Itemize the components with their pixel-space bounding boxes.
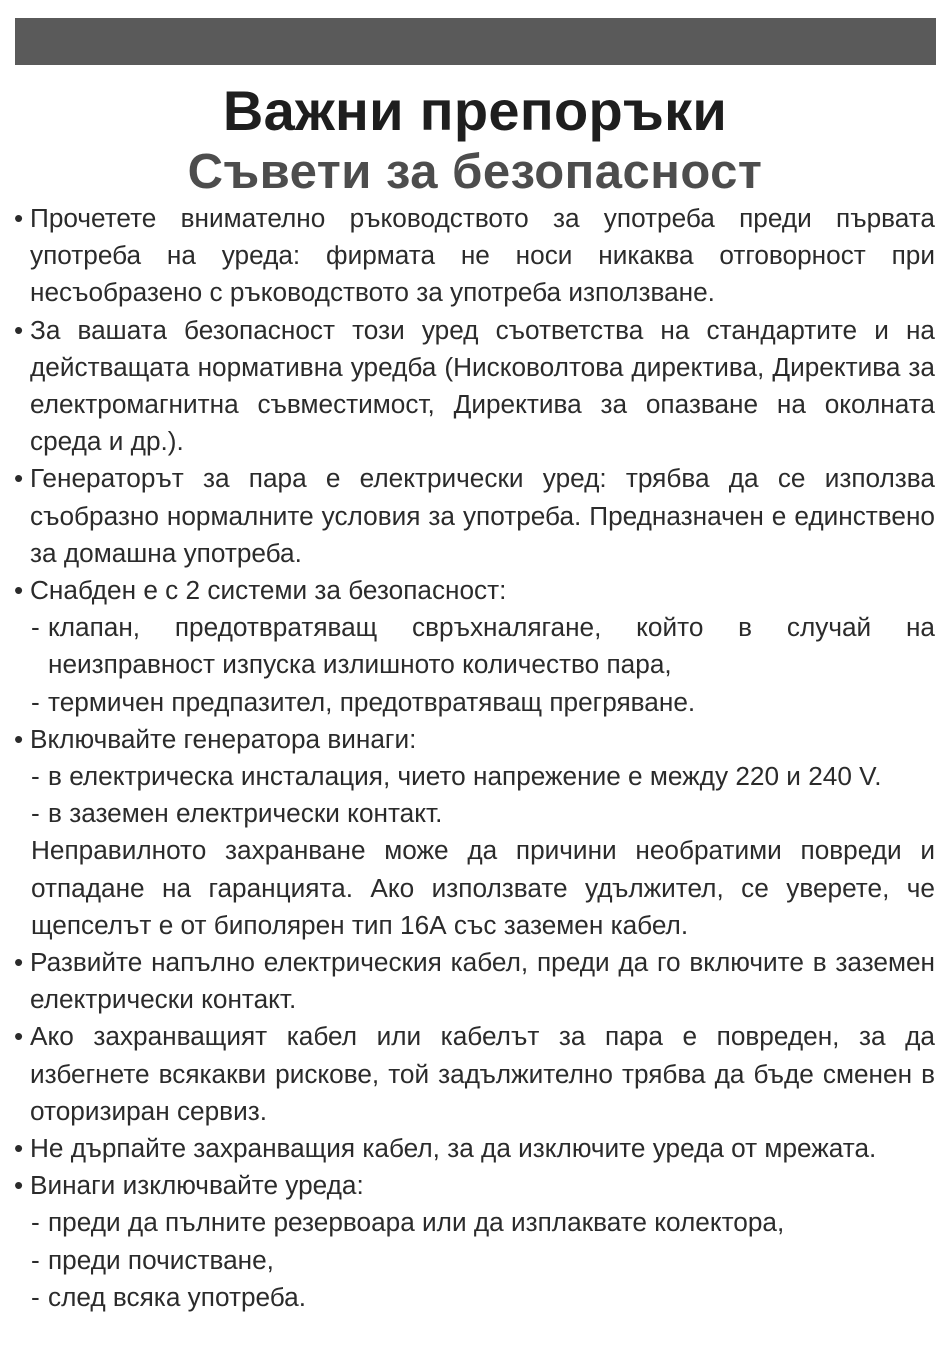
list-item — [14, 1018, 935, 1130]
page-subtitle: Съвети за безопасност — [187, 145, 763, 199]
item-text: Генераторът за пара е електрически уред: трябва да се използва съобразно нормалните условия за употреба. Предназначен е единствено за домашна употреба. — [30, 463, 935, 568]
item-text: Снабден е с 2 системи за безопасност: — [30, 575, 507, 606]
sub-item-text: в заземен електрически контакт. — [48, 798, 443, 829]
page-title: Важни препоръки — [222, 79, 728, 142]
sub-item — [14, 795, 935, 832]
header-bar — [15, 18, 936, 65]
sub-item — [14, 684, 935, 721]
list-item — [14, 944, 935, 1018]
bullet: • — [14, 203, 24, 233]
item-text: Не дърпайте захранващия кабел, за да изключите уреда от мрежата. — [30, 1133, 877, 1164]
sub-item — [14, 1279, 935, 1316]
bullet: • — [14, 1021, 24, 1052]
item-text: За вашата безопасност този уред съответства на стандартите и на действащата нормативна уредба (Нисковолтова директива, Директива за електромагнитна съвместимост, Директива за опазване на околната среда и др.). — [30, 314, 935, 457]
sub-item — [14, 609, 935, 683]
sub-item-text: след всяка употреба. — [48, 1281, 307, 1312]
sub-item-text: преди да пълните резервоара или да изплаквате колектора, — [48, 1207, 785, 1238]
list-item — [14, 1130, 935, 1167]
item-text: Включвайте генератора винаги: — [30, 723, 417, 754]
list-item — [14, 200, 935, 312]
bullet: • — [14, 723, 24, 754]
dash: - — [31, 761, 40, 792]
sub-item — [14, 1242, 935, 1279]
bullet: • — [14, 575, 24, 606]
bullet: • — [14, 463, 24, 494]
sub-item-text: в електрическа инсталация, чието напрежение е между 220 и 240 V. — [48, 761, 882, 792]
sub-item-text: преди почистване, — [48, 1244, 274, 1275]
dash: - — [31, 1207, 40, 1238]
dash: - — [31, 686, 40, 717]
list-item — [14, 721, 935, 758]
bullet: • — [14, 1170, 24, 1201]
list-item — [14, 1167, 935, 1204]
list-item — [14, 312, 935, 461]
item-text: Ако захранващият кабел или кабелът за пара е повреден, за да избегнете всякакви рискове, той задължително трябва да бъде сменен в оторизиран сервиз. — [30, 1021, 935, 1126]
item-text: Развийте напълно електрическия кабел, преди да го включите в заземен електрически контакт. — [30, 947, 935, 1015]
sub-item — [14, 1204, 935, 1241]
safety-content — [14, 200, 935, 1316]
dash: - — [31, 798, 40, 829]
bullet: • — [14, 314, 24, 345]
sub-item-text: термичен предпазител, предотвратяващ прегряване. — [48, 686, 696, 717]
list-item — [14, 572, 935, 609]
dash: - — [31, 612, 40, 643]
bullet: • — [14, 1133, 24, 1164]
bullet: • — [14, 947, 24, 978]
list-item — [14, 460, 935, 572]
sub-item-text: клапан, предотвратяващ свръхналягане, който в случай на неизправност изпуска излишното количество пара, — [48, 612, 935, 680]
item-text: Прочетете внимателно ръководството за употреба преди първата употреба на уреда: фирмата не носи никаква отговорност при несъобразено с ръководството за употреба използване. — [30, 203, 935, 308]
sub-item — [14, 758, 935, 795]
item-text: Винаги изключвайте уреда: — [30, 1170, 364, 1201]
connection-note: Неправилното захранване може да причини необратими повреди и отпадане на гаранцията. Ако използвате удължител, се уверете, че щепселът е от биполярен тип 16А със заземен кабел. — [31, 835, 935, 940]
dash: - — [31, 1244, 40, 1275]
dash: - — [31, 1281, 40, 1312]
